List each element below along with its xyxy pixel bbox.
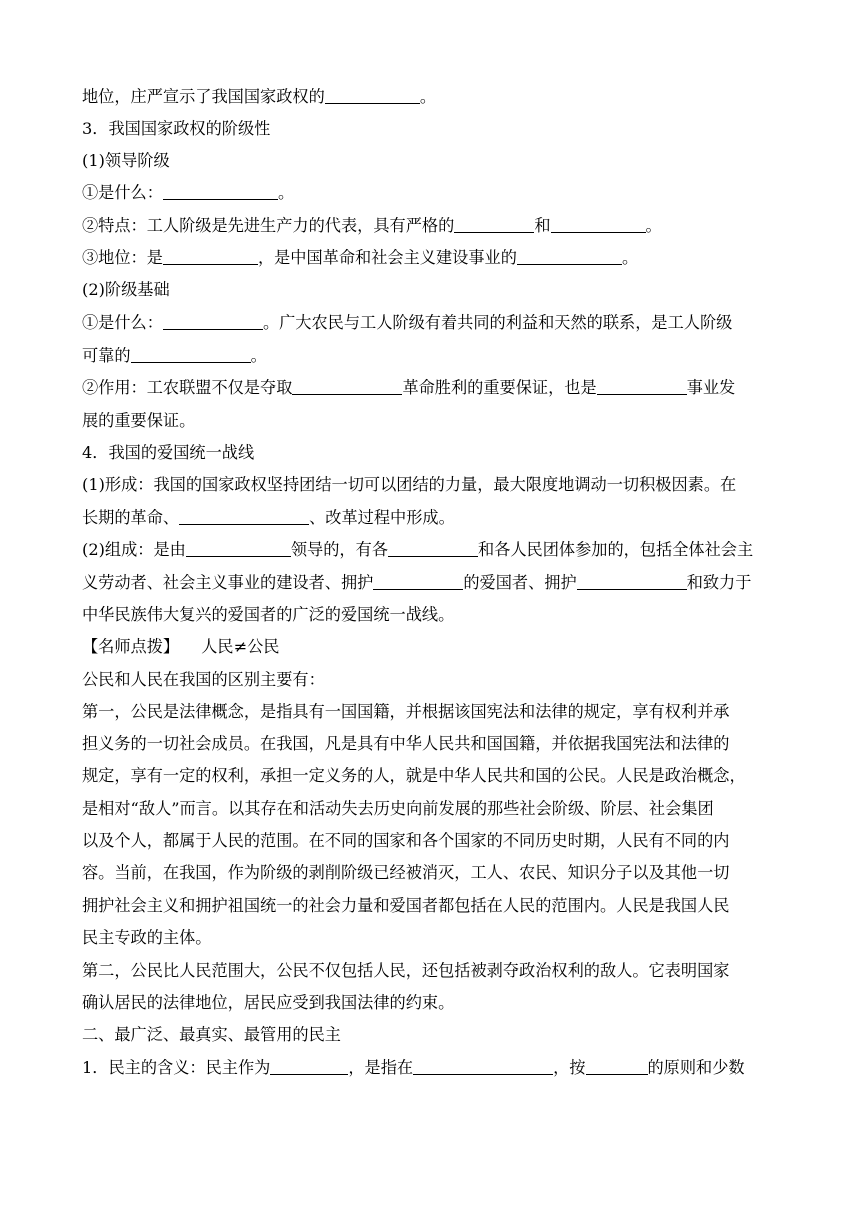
fill-blank[interactable] xyxy=(586,1058,648,1075)
fill-blank[interactable] xyxy=(131,346,251,363)
fill-blank[interactable] xyxy=(517,248,622,265)
text-line: 拥护社会主义和拥护祖国统一的社会力量和爱国者都包括在人民的范围内。人民是我国人民 xyxy=(82,896,730,915)
subsection-heading: (1)领导阶级 xyxy=(82,151,170,170)
text-line: 民主专政的主体。 xyxy=(82,928,212,947)
text-line: 中华民族伟大复兴的爱国者的广泛的爱国统一战线。 xyxy=(82,605,455,624)
text-line: ③地位：是 ，是中国革命和社会主义建设事业的 。 xyxy=(82,248,639,267)
fill-blank[interactable] xyxy=(292,378,402,395)
fill-blank[interactable] xyxy=(388,540,478,557)
fill-blank[interactable] xyxy=(325,87,420,104)
text-line: 容。当前，在我国，作为阶级的剥削阶级已经被消灭，工人、农民、知识分子以及其他一切 xyxy=(82,863,730,882)
fill-blank[interactable] xyxy=(163,248,258,265)
text-line: 担义务的一切社会成员。在我国，凡是具有中华人民共和国国籍，并依据我国宪法和法律的 xyxy=(82,734,730,753)
section-heading: 4．我国的爱国统一战线 xyxy=(82,443,255,462)
text-line: ①是什么： 。 xyxy=(82,183,295,202)
section-heading: 二、最广泛、最真实、最管用的民主 xyxy=(82,1025,341,1044)
fill-blank[interactable] xyxy=(163,183,278,200)
fill-blank[interactable] xyxy=(270,1058,348,1075)
text-line: 义劳动者、社会主义事业的建设者、拥护 的爱国者、拥护 和致力于 xyxy=(82,573,752,592)
text-line: 公民和人民在我国的区别主要有： xyxy=(82,670,325,689)
subsection-heading: (2)阶级基础 xyxy=(82,280,170,299)
fill-blank[interactable] xyxy=(413,1058,553,1075)
text-line: 是相对“敌人”而言。以其存在和活动失去历史向前发展的那些社会阶级、阶层、社会集团 xyxy=(82,799,714,818)
fill-blank[interactable] xyxy=(179,508,309,525)
text-line: 第一，公民是法律概念，是指具有一国国籍，并根据该国宪法和法律的规定，享有权利并承 xyxy=(82,702,730,721)
section-heading: 3．我国国家政权的阶级性 xyxy=(82,119,271,138)
text-line: (1)形成：我国的国家政权坚持团结一切可以团结的力量，最大限度地调动一切积极因素。在 xyxy=(82,475,737,494)
text-line: ①是什么： 。广大农民与工人阶级有着共同的利益和天然的联系，是工人阶级 xyxy=(82,313,733,332)
text-line: ②作用：工农联盟不仅是夺取 革命胜利的重要保证，也是 事业发 xyxy=(82,378,736,397)
text-line: 第二，公民比人民范围大，公民不仅包括人民，还包括被剥夺政治权利的敌人。它表明国家 xyxy=(82,961,730,980)
text-line: ②特点：工人阶级是先进生产力的代表，具有严格的 和 。 xyxy=(82,216,662,235)
fill-blank[interactable] xyxy=(551,216,646,233)
tip-heading: 【名师点拨】 人民≠公民 xyxy=(82,637,280,656)
text-line: 以及个人，都属于人民的范围。在不同的国家和各个国家的不同历史时期，人民有不同的内 xyxy=(82,831,730,850)
fill-blank[interactable] xyxy=(163,313,263,330)
fill-blank[interactable] xyxy=(577,573,687,590)
text-line: 1．民主的含义：民主作为 ，是指在 ，按 的原则和少数 xyxy=(82,1058,745,1077)
text-line: 可靠的 。 xyxy=(82,346,267,365)
fill-blank[interactable] xyxy=(454,216,534,233)
text-line: 规定，享有一定的权利，承担一定义务的人，就是中华人民共和国的公民。人民是政治概念， xyxy=(82,766,746,785)
text-line: (2)组成：是由 领导的，有各 和各人民团体参加的，包括全体社会主 xyxy=(82,540,754,559)
text-line: 地位，庄严宣示了我国国家政权的 。 xyxy=(82,87,436,106)
text-line: 长期的革命、 、改革过程中形成。 xyxy=(82,508,455,527)
fill-blank[interactable] xyxy=(186,540,291,557)
fill-blank[interactable] xyxy=(597,378,687,395)
text-line: 展的重要保证。 xyxy=(82,411,196,430)
fill-blank[interactable] xyxy=(373,573,463,590)
text-line: 确认居民的法律地位，居民应受到我国法律的约束。 xyxy=(82,993,455,1012)
